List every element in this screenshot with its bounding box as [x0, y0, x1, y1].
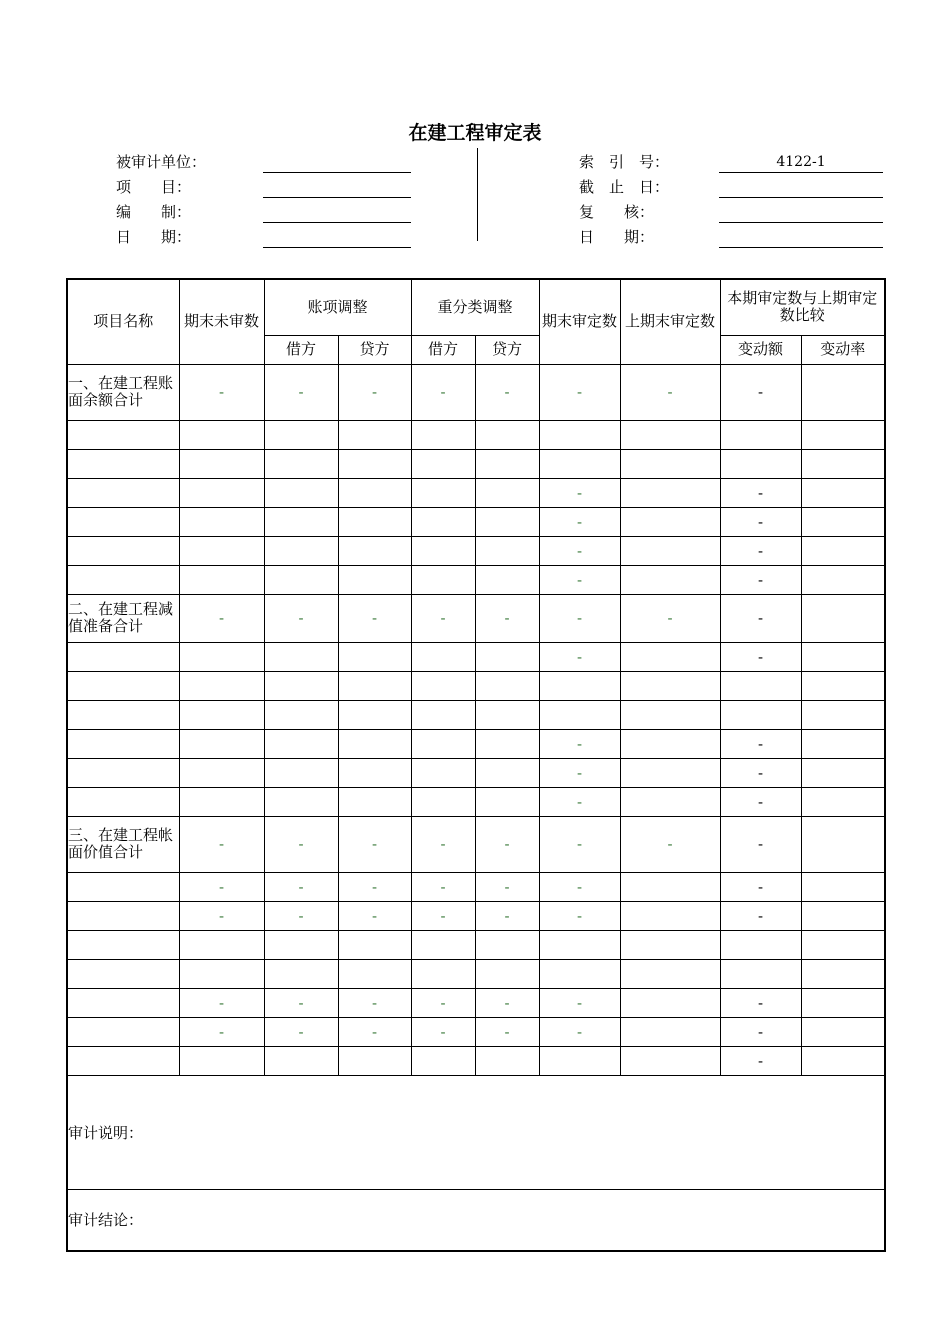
audit-table: [66, 278, 886, 1252]
row-cell[interactable]: [411, 642, 475, 671]
row-cell[interactable]: -: [338, 872, 411, 901]
row-cell[interactable]: -: [475, 988, 539, 1017]
row-cell[interactable]: [338, 449, 411, 478]
row-cell[interactable]: [475, 565, 539, 594]
row-cell[interactable]: [411, 565, 475, 594]
row-item-name: [67, 729, 179, 758]
table-row: [67, 507, 885, 536]
row-cell[interactable]: -: [720, 507, 801, 536]
row-cell[interactable]: -: [539, 594, 620, 642]
label-prepared-by: 编 制：: [116, 203, 192, 221]
row-item-name: [67, 449, 179, 478]
row-cell[interactable]: [264, 507, 338, 536]
row-cell[interactable]: [411, 478, 475, 507]
row-cell[interactable]: [475, 729, 539, 758]
row-cell[interactable]: [720, 449, 801, 478]
row-cell[interactable]: -: [264, 872, 338, 901]
date-right-field[interactable]: [719, 227, 883, 248]
table-row: [67, 787, 885, 816]
row-cell[interactable]: [620, 1017, 720, 1046]
row-cell[interactable]: -: [179, 364, 264, 420]
row-cell[interactable]: [264, 536, 338, 565]
row-cell[interactable]: [801, 758, 885, 787]
row-cell[interactable]: [411, 959, 475, 988]
row-cell[interactable]: -: [179, 872, 264, 901]
row-cell[interactable]: [801, 988, 885, 1017]
row-cell[interactable]: [620, 642, 720, 671]
row-cell[interactable]: -: [539, 729, 620, 758]
row-cell[interactable]: -: [539, 536, 620, 565]
row-cell[interactable]: [475, 930, 539, 959]
row-cell[interactable]: [720, 930, 801, 959]
row-cell[interactable]: [620, 758, 720, 787]
row-cell[interactable]: [338, 700, 411, 729]
row-cell[interactable]: -: [720, 364, 801, 420]
row-item-name: [67, 959, 179, 988]
label-cutoff-date: 截 止 日：: [579, 178, 670, 196]
row-cell[interactable]: [179, 959, 264, 988]
row-cell[interactable]: -: [475, 872, 539, 901]
page-title: 在建工程审定表: [408, 122, 542, 144]
label-audited-unit: 被审计单位：: [116, 153, 207, 171]
row-cell[interactable]: [338, 478, 411, 507]
row-cell[interactable]: [264, 642, 338, 671]
row-cell[interactable]: [475, 507, 539, 536]
row-cell[interactable]: [264, 420, 338, 449]
row-cell[interactable]: -: [720, 478, 801, 507]
row-cell[interactable]: [801, 594, 885, 642]
row-cell[interactable]: [179, 478, 264, 507]
row-cell[interactable]: [411, 449, 475, 478]
row-cell[interactable]: [475, 478, 539, 507]
row-cell[interactable]: -: [720, 1046, 801, 1075]
row-item-name: 二、在建工程减值准备合计: [67, 594, 179, 642]
row-item-name: [67, 642, 179, 671]
header-change-rate: 变动率: [801, 335, 885, 364]
index-number-field[interactable]: 4122-1: [719, 152, 883, 173]
row-item-name: [67, 872, 179, 901]
table-row: [67, 930, 885, 959]
row-cell[interactable]: -: [411, 1017, 475, 1046]
table-row: [67, 420, 885, 449]
row-cell[interactable]: -: [539, 758, 620, 787]
row-cell[interactable]: [475, 420, 539, 449]
row-cell[interactable]: -: [620, 816, 720, 872]
meta-divider: [477, 148, 478, 241]
row-cell[interactable]: [179, 536, 264, 565]
row-cell[interactable]: [539, 700, 620, 729]
row-item-name: [67, 420, 179, 449]
row-cell[interactable]: -: [338, 988, 411, 1017]
row-cell[interactable]: [801, 671, 885, 700]
row-cell[interactable]: [801, 930, 885, 959]
row-item-name: 一、在建工程账面余额合计: [67, 364, 179, 420]
row-cell[interactable]: [179, 758, 264, 787]
row-cell[interactable]: [264, 449, 338, 478]
row-item-name: [67, 988, 179, 1017]
row-cell[interactable]: [411, 536, 475, 565]
row-cell[interactable]: -: [411, 872, 475, 901]
row-cell[interactable]: [411, 671, 475, 700]
row-cell[interactable]: [801, 901, 885, 930]
row-cell[interactable]: -: [475, 816, 539, 872]
row-cell[interactable]: [620, 507, 720, 536]
project-field[interactable]: [263, 177, 411, 198]
row-cell[interactable]: [801, 700, 885, 729]
row-cell[interactable]: [264, 729, 338, 758]
label-date-left: 日 期：: [116, 228, 192, 246]
row-cell[interactable]: -: [620, 364, 720, 420]
row-cell[interactable]: -: [411, 988, 475, 1017]
row-cell[interactable]: -: [720, 642, 801, 671]
row-cell[interactable]: [338, 959, 411, 988]
row-cell[interactable]: -: [411, 901, 475, 930]
row-cell[interactable]: [411, 1046, 475, 1075]
prepared-by-field[interactable]: [263, 202, 411, 223]
row-cell[interactable]: [475, 449, 539, 478]
label-reviewed-by: 复 核：: [579, 203, 655, 221]
row-cell[interactable]: [338, 758, 411, 787]
row-item-name: [67, 787, 179, 816]
row-cell[interactable]: -: [720, 729, 801, 758]
row-cell[interactable]: -: [539, 988, 620, 1017]
row-cell[interactable]: [475, 671, 539, 700]
table-row: [67, 700, 885, 729]
row-cell[interactable]: [411, 930, 475, 959]
row-cell[interactable]: -: [720, 901, 801, 930]
row-cell[interactable]: [620, 700, 720, 729]
row-cell[interactable]: [475, 758, 539, 787]
row-cell[interactable]: [179, 729, 264, 758]
row-cell[interactable]: [620, 787, 720, 816]
row-cell[interactable]: -: [475, 594, 539, 642]
row-cell[interactable]: [720, 671, 801, 700]
row-cell[interactable]: [264, 930, 338, 959]
header-reclass-credit: 贷方: [475, 335, 539, 364]
row-cell[interactable]: [338, 507, 411, 536]
table-row: [67, 565, 885, 594]
table-row: [67, 671, 885, 700]
row-cell[interactable]: -: [411, 364, 475, 420]
table-row: [67, 364, 885, 420]
row-cell[interactable]: -: [179, 1017, 264, 1046]
row-cell[interactable]: [539, 930, 620, 959]
row-cell[interactable]: -: [539, 872, 620, 901]
row-cell[interactable]: -: [539, 364, 620, 420]
row-cell[interactable]: [539, 449, 620, 478]
row-cell[interactable]: [620, 1046, 720, 1075]
table-row: [67, 959, 885, 988]
row-cell[interactable]: -: [179, 988, 264, 1017]
row-cell[interactable]: [620, 901, 720, 930]
header-reclass-debit: 借方: [411, 335, 475, 364]
row-cell[interactable]: -: [264, 816, 338, 872]
date-left-field[interactable]: [263, 227, 411, 248]
row-cell[interactable]: [475, 787, 539, 816]
row-cell[interactable]: [179, 507, 264, 536]
header-account-adjustment: 账项调整: [264, 279, 411, 335]
row-cell[interactable]: -: [475, 364, 539, 420]
row-cell[interactable]: [338, 536, 411, 565]
row-cell[interactable]: [179, 420, 264, 449]
row-cell[interactable]: [338, 642, 411, 671]
row-cell[interactable]: [475, 536, 539, 565]
row-cell[interactable]: -: [539, 901, 620, 930]
row-cell[interactable]: [620, 671, 720, 700]
row-cell[interactable]: [264, 787, 338, 816]
row-cell[interactable]: [720, 700, 801, 729]
row-cell[interactable]: [620, 449, 720, 478]
row-cell[interactable]: [801, 565, 885, 594]
row-cell[interactable]: [801, 449, 885, 478]
row-cell[interactable]: [179, 930, 264, 959]
row-cell[interactable]: [179, 700, 264, 729]
row-cell[interactable]: [620, 988, 720, 1017]
row-cell[interactable]: [179, 449, 264, 478]
reviewed-by-field[interactable]: [719, 202, 883, 223]
row-cell[interactable]: -: [539, 507, 620, 536]
table-row: [67, 594, 885, 642]
row-cell[interactable]: [539, 1046, 620, 1075]
table-row: [67, 478, 885, 507]
header-debit: 借方: [264, 335, 338, 364]
row-cell[interactable]: [338, 420, 411, 449]
row-item-name: [67, 901, 179, 930]
row-cell[interactable]: -: [539, 642, 620, 671]
row-cell[interactable]: [801, 1046, 885, 1075]
row-cell[interactable]: -: [720, 758, 801, 787]
row-cell[interactable]: [411, 758, 475, 787]
row-cell[interactable]: [179, 642, 264, 671]
header-item-name: 项目名称: [67, 279, 179, 364]
row-cell[interactable]: [338, 565, 411, 594]
table-row: [67, 729, 885, 758]
row-cell[interactable]: [264, 565, 338, 594]
audit-conclusion[interactable]: 审计结论：: [67, 1189, 885, 1251]
row-cell[interactable]: [338, 671, 411, 700]
row-item-name: [67, 565, 179, 594]
row-cell[interactable]: [539, 420, 620, 449]
row-item-name: [67, 671, 179, 700]
row-cell[interactable]: [411, 507, 475, 536]
row-cell[interactable]: [411, 787, 475, 816]
header-change-amount: 变动额: [720, 335, 801, 364]
header-reclass-adjustment: 重分类调整: [411, 279, 539, 335]
row-item-name: [67, 700, 179, 729]
row-cell[interactable]: -: [539, 478, 620, 507]
row-cell[interactable]: [264, 478, 338, 507]
label-project: 项 目：: [116, 178, 192, 196]
row-item-name: [67, 478, 179, 507]
header-comparison: 本期审定数与上期审定数比较: [720, 279, 885, 335]
row-cell[interactable]: [411, 700, 475, 729]
row-cell[interactable]: -: [720, 816, 801, 872]
header-audited: 期末审定数: [539, 279, 620, 364]
row-cell[interactable]: -: [720, 536, 801, 565]
row-cell[interactable]: -: [539, 1017, 620, 1046]
row-cell[interactable]: -: [720, 565, 801, 594]
row-cell[interactable]: [620, 565, 720, 594]
header-prior-audited: 上期末审定数: [620, 279, 720, 364]
table-row: [67, 536, 885, 565]
row-cell[interactable]: [264, 758, 338, 787]
row-cell[interactable]: [620, 478, 720, 507]
header-unaudited: 期末未审数: [179, 279, 264, 364]
row-cell[interactable]: [801, 507, 885, 536]
row-cell[interactable]: [338, 787, 411, 816]
row-cell[interactable]: [264, 700, 338, 729]
row-cell[interactable]: -: [720, 594, 801, 642]
row-cell[interactable]: [801, 959, 885, 988]
row-cell[interactable]: -: [264, 1017, 338, 1046]
row-cell[interactable]: -: [338, 364, 411, 420]
row-cell[interactable]: [179, 565, 264, 594]
header-credit: 贷方: [338, 335, 411, 364]
row-cell[interactable]: -: [720, 872, 801, 901]
table-row: [67, 872, 885, 901]
row-cell[interactable]: -: [179, 594, 264, 642]
row-cell[interactable]: [801, 536, 885, 565]
row-cell[interactable]: -: [264, 901, 338, 930]
row-cell[interactable]: -: [179, 901, 264, 930]
row-cell[interactable]: [801, 787, 885, 816]
label-date-right: 日 期：: [579, 228, 655, 246]
row-cell[interactable]: [801, 729, 885, 758]
row-item-name: 三、在建工程帐面价值合计: [67, 816, 179, 872]
row-cell[interactable]: [620, 420, 720, 449]
row-cell[interactable]: [801, 642, 885, 671]
row-item-name: [67, 1017, 179, 1046]
row-cell[interactable]: [264, 959, 338, 988]
row-cell[interactable]: [801, 478, 885, 507]
row-cell[interactable]: -: [539, 787, 620, 816]
row-cell[interactable]: -: [475, 901, 539, 930]
row-cell[interactable]: [620, 729, 720, 758]
cutoff-date-field[interactable]: [719, 177, 883, 198]
row-cell[interactable]: [338, 930, 411, 959]
row-cell[interactable]: -: [264, 594, 338, 642]
row-cell[interactable]: -: [720, 1017, 801, 1046]
row-cell[interactable]: -: [539, 816, 620, 872]
row-cell[interactable]: [801, 420, 885, 449]
row-cell[interactable]: [475, 959, 539, 988]
table-row: [67, 642, 885, 671]
row-cell[interactable]: -: [411, 816, 475, 872]
row-cell[interactable]: -: [411, 594, 475, 642]
row-cell[interactable]: [338, 1046, 411, 1075]
row-cell[interactable]: [475, 700, 539, 729]
row-cell[interactable]: [801, 1017, 885, 1046]
table-row: [67, 1046, 885, 1075]
row-cell[interactable]: [179, 1046, 264, 1075]
row-item-name: [67, 758, 179, 787]
table-row: [67, 758, 885, 787]
row-cell[interactable]: -: [720, 787, 801, 816]
row-cell[interactable]: -: [475, 1017, 539, 1046]
row-cell[interactable]: [620, 930, 720, 959]
row-cell[interactable]: -: [338, 901, 411, 930]
row-item-name: [67, 1046, 179, 1075]
table-row: [67, 901, 885, 930]
table-row: [67, 1017, 885, 1046]
row-cell[interactable]: -: [539, 565, 620, 594]
row-cell[interactable]: -: [264, 364, 338, 420]
row-item-name: [67, 507, 179, 536]
row-cell[interactable]: -: [338, 816, 411, 872]
row-cell[interactable]: [620, 872, 720, 901]
row-cell[interactable]: [801, 364, 885, 420]
row-cell[interactable]: -: [338, 594, 411, 642]
row-cell[interactable]: [801, 872, 885, 901]
row-cell[interactable]: [539, 671, 620, 700]
row-cell[interactable]: [720, 420, 801, 449]
audited-unit-field[interactable]: [263, 152, 411, 173]
row-cell[interactable]: -: [720, 988, 801, 1017]
row-cell[interactable]: [475, 642, 539, 671]
row-cell[interactable]: [620, 536, 720, 565]
table-row: [67, 988, 885, 1017]
table-row: [67, 816, 885, 872]
row-cell[interactable]: [801, 816, 885, 872]
row-cell[interactable]: [539, 959, 620, 988]
row-item-name: [67, 536, 179, 565]
row-cell[interactable]: -: [338, 1017, 411, 1046]
row-cell[interactable]: [179, 787, 264, 816]
row-cell[interactable]: [264, 671, 338, 700]
row-cell[interactable]: -: [179, 816, 264, 872]
row-cell[interactable]: [620, 959, 720, 988]
row-cell[interactable]: [411, 729, 475, 758]
audit-note[interactable]: 审计说明：: [67, 1075, 885, 1189]
table-row: [67, 449, 885, 478]
row-cell[interactable]: [720, 959, 801, 988]
row-cell[interactable]: -: [620, 594, 720, 642]
row-cell[interactable]: [179, 671, 264, 700]
label-index-number: 索 引 号：: [579, 153, 670, 171]
row-cell[interactable]: [475, 1046, 539, 1075]
row-cell[interactable]: [264, 1046, 338, 1075]
row-cell[interactable]: [411, 420, 475, 449]
row-cell[interactable]: -: [264, 988, 338, 1017]
row-item-name: [67, 930, 179, 959]
row-cell[interactable]: [338, 729, 411, 758]
